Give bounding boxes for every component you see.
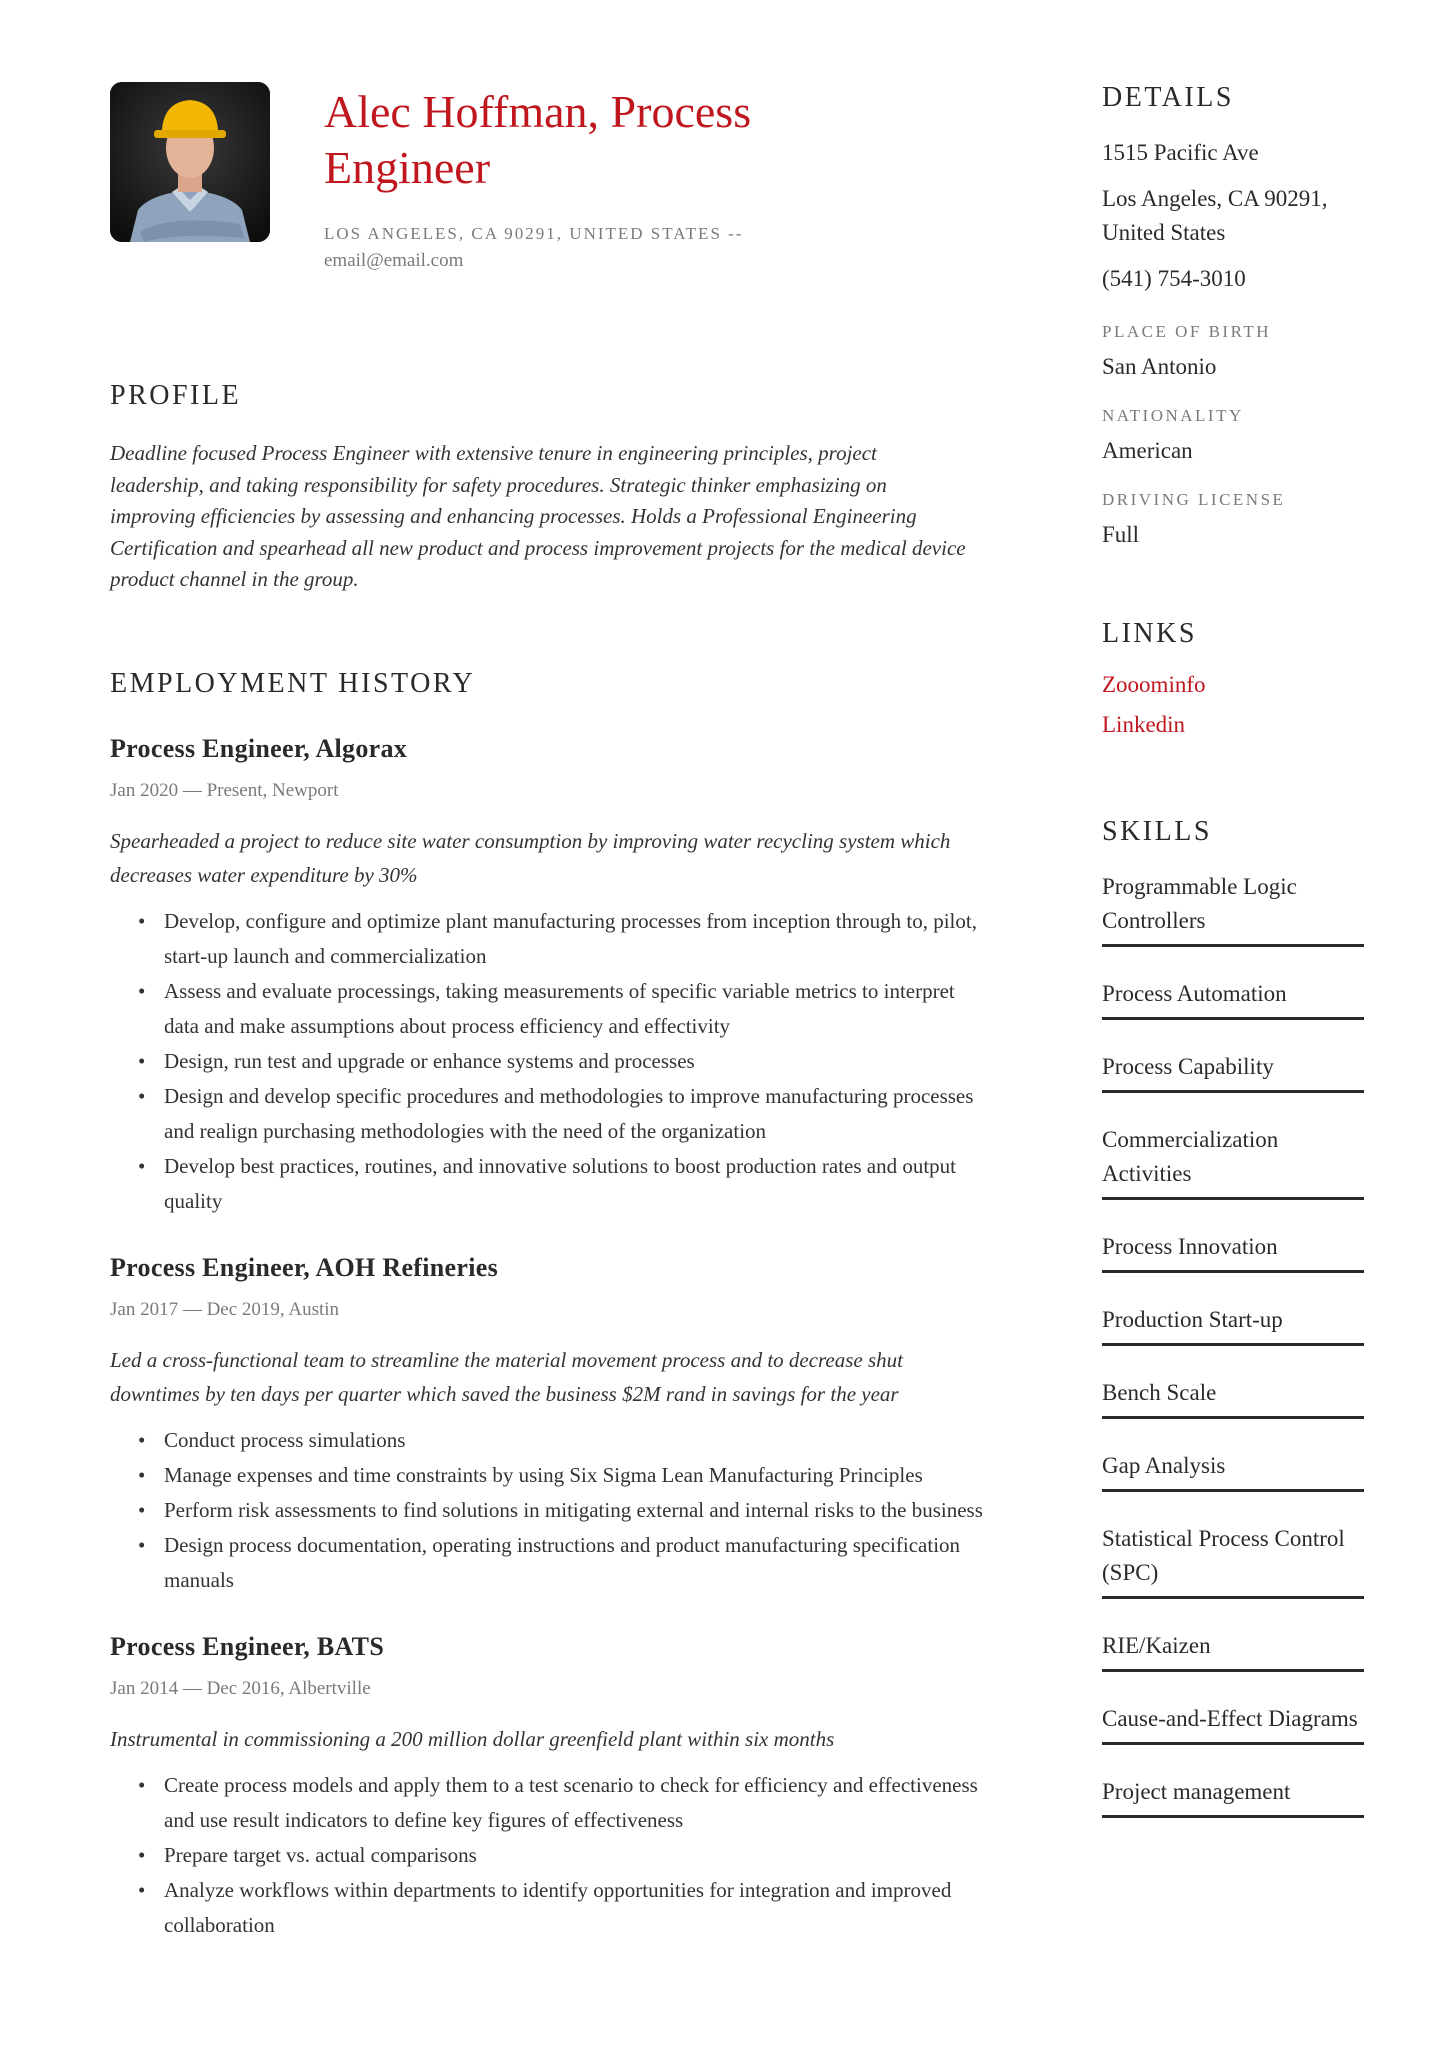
skill-item: Cause-and-Effect Diagrams — [1102, 1702, 1364, 1745]
header-address: LOS ANGELES, CA 90291, UNITED STATES -- — [324, 224, 744, 243]
job-dates-location: Jan 2017 — Dec 2019, Austin — [110, 1298, 340, 1320]
profile-summary: Deadline focused Process Engineer with extensive tenure in engineering principles, project leadership, and taking responsibility for safety procedures. Strategic thinker emphasizing on improving efficiencies by assessing and enhancing processes. Holds a Professional Engineering Certification and spearhead all new product and process improvement projects for the medical device product channel in the group. — [110, 441, 966, 591]
profile-heading: PROFILE — [110, 380, 242, 411]
sidebar-column — [1102, 82, 1372, 1848]
skill-item: Project management — [1102, 1775, 1364, 1818]
links-heading: LINKS — [1102, 618, 1197, 649]
job-dates-location: Jan 2020 — Present, Newport — [110, 779, 339, 801]
skill-item: Commercialization Activities — [1102, 1123, 1364, 1200]
job-title: Process Engineer, Algorax — [110, 733, 408, 763]
birth-value: San Antonio — [1102, 354, 1217, 379]
job-entry — [110, 1632, 990, 1943]
skill-item: Statistical Process Control (SPC) — [1102, 1522, 1364, 1599]
job-bullet: • Assess and evaluate processings, taking measurements of specific variable metrics to interpret data and make assumptions about process efficiency and effectivity — [164, 974, 994, 1044]
job-entry — [110, 1253, 990, 1598]
license-label: DRIVING LICENSE — [1102, 490, 1286, 509]
license-value: Full — [1102, 522, 1140, 547]
job-bullet: • Conduct process simulations — [164, 1423, 994, 1458]
job-title: Process Engineer, BATS — [110, 1631, 385, 1661]
main-column — [110, 82, 990, 1943]
details-heading: DETAILS — [1102, 82, 1234, 113]
job-dates-location: Jan 2014 — Dec 2016, Albertville — [110, 1677, 371, 1699]
skill-item: Programmable Logic Controllers — [1102, 870, 1364, 947]
skill-item: Process Automation — [1102, 977, 1364, 1020]
job-bullets — [110, 1423, 994, 1598]
job-summary: Instrumental in commissioning a 200 million dollar greenfield plant within six months — [110, 1726, 835, 1751]
job-entry — [110, 734, 990, 1219]
profile-photo — [110, 82, 270, 242]
job-bullet: • Manage expenses and time constraints by using Six Sigma Lean Manufacturing Principles — [164, 1458, 994, 1493]
skill-item: Process Capability — [1102, 1050, 1364, 1093]
details-city: Los Angeles, CA 90291, United States — [1102, 186, 1328, 245]
job-bullet: • Design and develop specific procedures and methodologies to improve manufacturing processes and realign purchasing methodologies with the need of the organization — [164, 1079, 994, 1149]
details-address — [1102, 136, 1372, 296]
details-street: 1515 Pacific Ave — [1102, 140, 1259, 165]
job-bullet: • Design, run test and upgrade or enhance systems and processes — [164, 1044, 994, 1079]
employment-heading: EMPLOYMENT HISTORY — [110, 667, 476, 699]
header-email[interactable]: email@email.com — [324, 250, 464, 271]
job-bullet: • Create process models and apply them to a test scenario to check for efficiency and effectiveness and use result indicators to define key figures of effectiveness — [164, 1768, 994, 1838]
details-phone: (541) 754-3010 — [1102, 266, 1246, 291]
skill-item: Bench Scale — [1102, 1376, 1364, 1419]
header-text — [324, 82, 884, 272]
job-summary: Spearheaded a project to reduce site water consumption by improving water recycling system which decreases water expenditure by 30% — [110, 828, 951, 887]
job-bullet: • Perform risk assessments to find solutions in mitigating external and internal risks to the business — [164, 1493, 994, 1528]
candidate-name: Alec Hoffman, Process Engineer — [324, 86, 752, 193]
job-bullet: • Design process documentation, operating instructions and product manufacturing specification manuals — [164, 1528, 994, 1598]
job-bullet: • Develop, configure and optimize plant manufacturing processes from inception through to, pilot, start-up launch and commercialization — [164, 904, 994, 974]
link-linkedin[interactable]: Linkedin — [1102, 712, 1186, 737]
nationality-label: NATIONALITY — [1102, 406, 1244, 425]
link-zoominfo[interactable]: Zooominfo — [1102, 672, 1206, 697]
job-bullet: • Develop best practices, routines, and innovative solutions to boost production rates and output quality — [164, 1149, 994, 1219]
skill-item: Gap Analysis — [1102, 1449, 1364, 1492]
skill-item: Production Start-up — [1102, 1303, 1364, 1346]
skill-item: Process Innovation — [1102, 1230, 1364, 1273]
birth-label: PLACE OF BIRTH — [1102, 322, 1272, 341]
job-title: Process Engineer, AOH Refineries — [110, 1252, 498, 1282]
job-bullets — [110, 1768, 994, 1943]
job-summary: Led a cross-functional team to streamline the material movement process and to decrease shut downtimes by ten days per quarter which saved the business $2M rand in savings for the year — [110, 1347, 904, 1406]
skill-item: RIE/Kaizen — [1102, 1629, 1364, 1672]
job-bullet: • Analyze workflows within departments to identify opportunities for integration and improved collaboration — [164, 1873, 994, 1943]
nationality-value: American — [1102, 438, 1193, 463]
resume-header — [110, 82, 990, 272]
job-bullet: • Prepare target vs. actual comparisons — [164, 1838, 994, 1873]
job-bullets — [110, 904, 994, 1219]
skills-list — [1102, 870, 1372, 1818]
links-list — [1102, 672, 1372, 738]
skills-heading: SKILLS — [1102, 816, 1212, 847]
